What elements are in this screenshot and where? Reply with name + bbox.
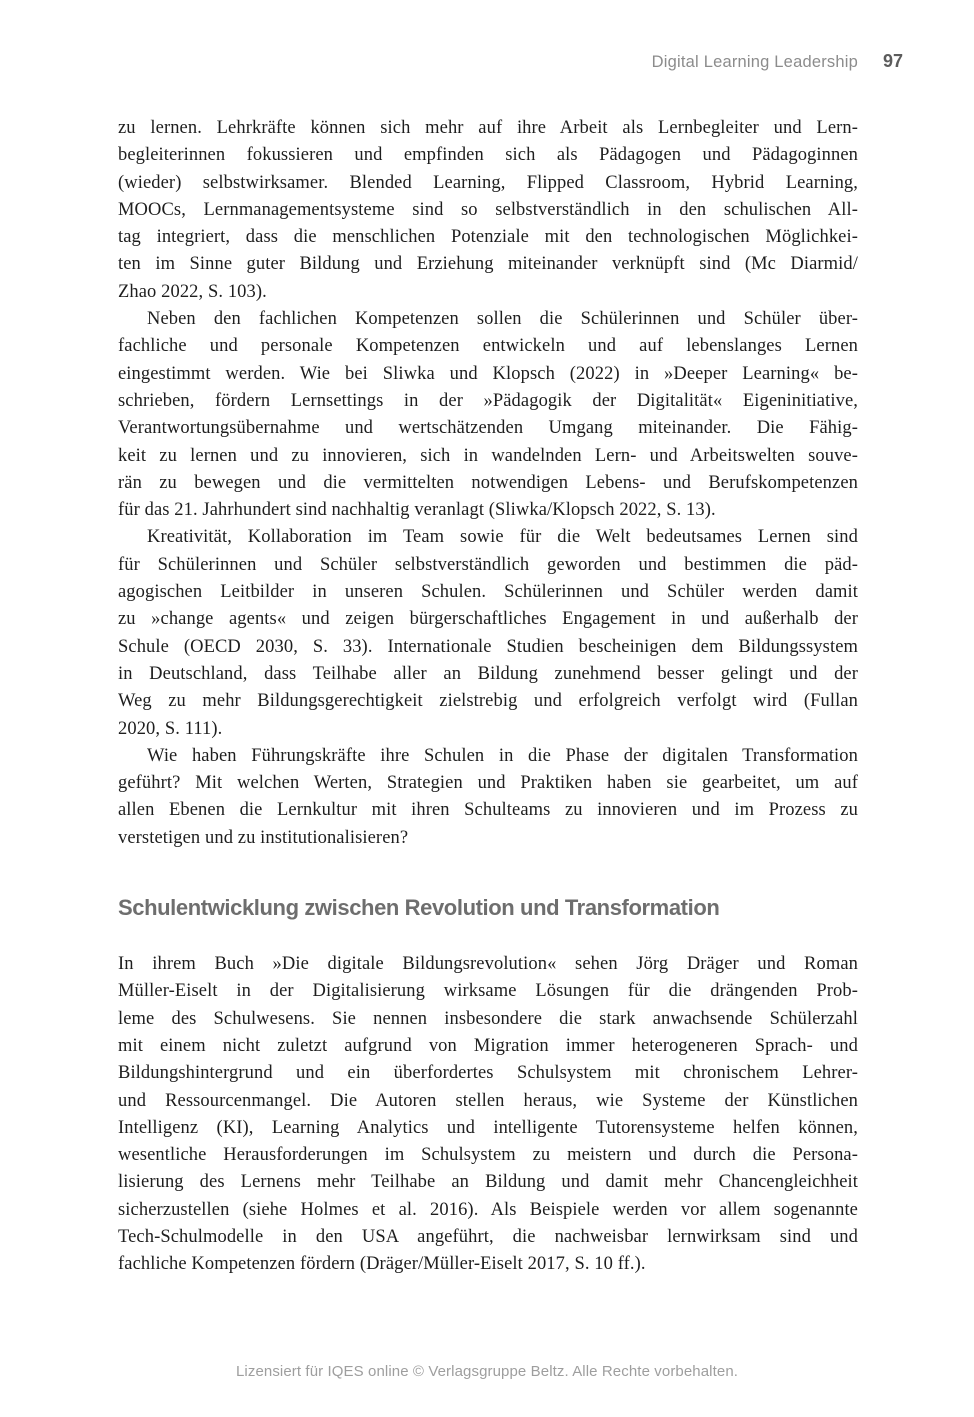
paragraph xyxy=(118,115,858,306)
text-line: in Deutschland, dass Teilhabe aller an Bildung zunehmend besser gelingt und der xyxy=(118,663,858,684)
text-line: In ihrem Buch »Die digitale Bildungsrevolution« sehen Jörg Dräger und Roman xyxy=(118,954,858,975)
page-number: 97 xyxy=(882,51,903,71)
text-line: und Ressourcenmangel. Die Autoren stellen heraus, wie Systeme der Künstlichen xyxy=(118,1090,858,1111)
section-paragraphs xyxy=(118,951,858,1279)
text-line: Bildungshintergrund und ein überfordertes Schulsystem mit chronischem Lehrer- xyxy=(118,1063,858,1084)
paragraph xyxy=(118,524,858,742)
text-line: eingestimmt werden. Wie bei Sliwka und Klopsch (2022) in »Deeper Learning« be- xyxy=(118,363,858,384)
running-header xyxy=(118,51,903,72)
text-line: fachliche Kompetenzen fördern (Dräger/Müller-Eiselt 2017, S. 10 ff.). xyxy=(118,1254,646,1275)
text-column xyxy=(118,115,858,1279)
running-title: Digital Learning Leadership xyxy=(651,53,858,71)
text-line: Weg zu mehr Bildungsgerechtigkeit zielstrebig und erfolgreich verfolgt wird (Fullan xyxy=(118,691,858,712)
text-line: Wie haben Führungskräfte ihre Schulen in die Phase der digitalen Transformation xyxy=(147,745,858,766)
text-line: Tech-Schulmodelle in den USA angeführt, die nachweisbar lernwirksam sind und xyxy=(118,1226,858,1247)
text-line: fachliche und personale Kompetenzen entwickeln und auf lebenslanges Lernen xyxy=(118,336,858,357)
text-line: zu »change agents« und zeigen bürgerschaftliches Engagement in und außerhalb der xyxy=(118,609,858,630)
text-line: sicherzustellen (siehe Holmes et al. 2016). Als Beispiele werden vor allem sogenannte xyxy=(118,1199,858,1220)
text-line: agogischen Leitbilder in unseren Schulen. Schülerinnen und Schüler werden damit xyxy=(118,582,858,603)
section-heading: Schulentwicklung zwischen Revolution und Transformation xyxy=(118,895,720,921)
text-line: leme des Schulwesens. Sie nennen insbesondere die stark anwachsende Schülerzahl xyxy=(118,1008,858,1029)
text-line: für das 21. Jahrhundert sind nachhaltig veranlagt (Sliwka/Klopsch 2022, S. 13). xyxy=(118,500,716,521)
text-line: wesentliche Herausforderungen im Schulsystem zu meistern und durch die Persona- xyxy=(118,1145,858,1166)
license-text: Lizensiert für IQES online © Verlagsgruppe Beltz. Alle Rechte vorbehalten. xyxy=(235,1363,739,1380)
paragraph xyxy=(118,951,858,1279)
text-line: (wieder) selbstwirksamer. Blended Learning, Flipped Classroom, Hybrid Learning, xyxy=(118,172,858,193)
text-line: für Schülerinnen und Schüler selbstverständlich geworden und bestimmen die päd- xyxy=(118,554,858,575)
text-line: Verantwortungsübernahme und wertschätzenden Umgang miteinander. Die Fähig- xyxy=(118,418,858,439)
text-line: Neben den fachlichen Kompetenzen sollen die Schülerinnen und Schüler über- xyxy=(147,309,858,330)
text-line: Kreativität, Kollaboration im Team sowie für die Welt bedeutsames Lernen sind xyxy=(147,527,858,548)
text-line: Müller-Eiselt in der Digitalisierung wirksame Lösungen für die drängenden Prob- xyxy=(118,981,858,1002)
text-line: geführt? Mit welchen Werten, Strategien und Praktiken haben sie gearbeitet, um auf xyxy=(118,773,858,794)
paragraph xyxy=(118,743,858,852)
intro-paragraphs xyxy=(118,115,858,852)
text-line: keit zu lernen und zu innovieren, sich in wandelnden Lern- und Arbeitswelten souve- xyxy=(118,445,858,466)
text-line: begleiterinnen fokussieren und empfinden sich als Pädagogen und Pädagoginnen xyxy=(118,145,858,166)
text-line: verstetigen und zu institutionalisieren? xyxy=(118,827,409,848)
text-line: mit einem nicht zuletzt aufgrund von Migration immer heterogeneren Sprach- und xyxy=(118,1035,858,1056)
text-line: Schule (OECD 2030, S. 33). Internationale Studien bescheinigen dem Bildungssystem xyxy=(118,636,858,657)
text-line: allen Ebenen die Lernkultur mit ihren Schulteams zu innovieren und im Prozess zu xyxy=(118,800,858,821)
page-footer xyxy=(0,1363,974,1380)
text-line: schrieben, fördern Lernsettings in der »Pädagogik der Digitalität« Eigeninitiative, xyxy=(118,390,858,411)
text-line: tag integriert, dass die menschlichen Potenziale mit den technologischen Möglichkei- xyxy=(118,227,858,248)
text-line: Intelligenz (KI), Learning Analytics und intelligente Tutorensysteme helfen können, xyxy=(118,1117,858,1138)
text-line: lisierung des Lernens mehr Teilhabe an Bildung und damit mehr Chancengleichheit xyxy=(118,1172,858,1193)
text-line: 2020, S. 111). xyxy=(118,718,223,739)
text-line: MOOCs, Lernmanagementsysteme sind so selbstverständlich in den schulischen All- xyxy=(118,199,858,220)
paragraph xyxy=(118,306,858,524)
text-line: ten im Sinne guter Bildung und Erziehung miteinander verknüpft sind (Mc Diarmid/ xyxy=(118,254,858,275)
text-line: zu lernen. Lehrkräfte können sich mehr auf ihre Arbeit als Lernbegleiter und Lern- xyxy=(118,118,858,138)
text-line: Zhao 2022, S. 103). xyxy=(118,281,267,302)
text-line: rän zu bewegen und die vermittelten notwendigen Lebens- und Berufskompetenzen xyxy=(118,472,858,493)
